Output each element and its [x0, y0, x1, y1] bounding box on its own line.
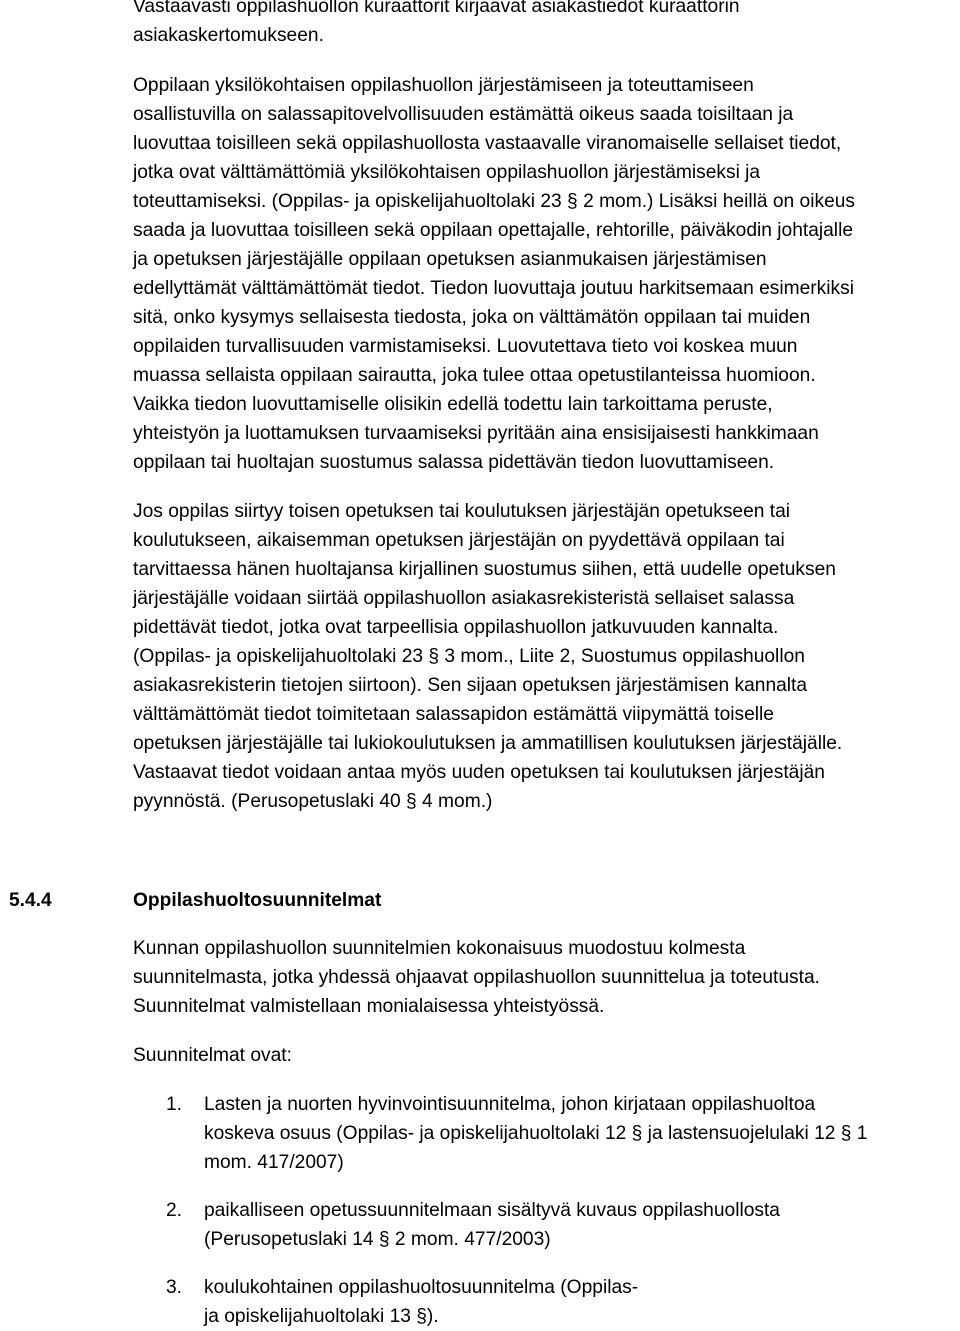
- section-title: Oppilashuoltosuunnitelmat: [133, 890, 382, 911]
- paragraph-student-transfer: Jos oppilas siirtyy toisen opetuksen tai koulutuksen järjestäjän opetukseen tai koulutukseen, aikaisemman opetuksen järjestäjän on pyydettävä oppilaan tai tarvittaessa hänen huoltajansa kirjallinen suostumus siihen, että uudelle opetuksen järjestäjälle voidaan siirtää oppilashuollon asiakasrekisteristä sellaiset salassa pidettävät tiedot, jotka ovat tarpeellisia oppilashuollon jatkuvuuden kannalta. (Oppilas- ja opiskelijahuoltolaki 23 § 3 mom., Liite 2, Suostumus oppilashuollon asiakasrekisterin tietojen siirtoon). Sen sijaan opetuksen järjestämisen kannalta välttämättömät tiedot toimitetaan salassapidon estämättä viipymättä toiselle opetuksen järjestäjälle tai lukiokoulutuksen ja ammatillisen koulutuksen järjestäjälle. Vastaavat tiedot voidaan antaa myös uuden opetuksen tai koulutuksen järjestäjän pyynnöstä. (Perusopetuslaki 40 § 4 mom.): [133, 501, 843, 812]
- list-item-number: 2.: [166, 1200, 183, 1221]
- list-item-text: Lasten ja nuorten hyvinvointisuunnitelma, johon kirjataan oppilashuoltoa koskeva osuus (Oppilas- ja opiskelijahuoltolaki 12 § ja lastensuojelulaki 12 § 1 mom. 417/2007): [204, 1094, 868, 1173]
- paragraph-counselor-records: Vastaavasti oppilashuollon kuraattorit kirjaavat asiakastiedot kuraattorin asiakaskertomukseen.: [133, 0, 740, 46]
- list-intro-text: Suunnitelmat ovat:: [133, 1045, 292, 1066]
- paragraph-plans-intro: Kunnan oppilashuollon suunnitelmien kokonaisuus muodostuu kolmesta suunnitelmasta, jotka yhdessä ohjaavat oppilashuollon suunnittelua ja toteutusta. Suunnitelmat valmistellaan monialaisessa yhteistyössä.: [133, 938, 820, 1017]
- list-item-number: 3.: [166, 1277, 183, 1298]
- list-item-number: 1.: [166, 1094, 183, 1115]
- section-number: 5.4.4: [9, 890, 52, 911]
- section-heading: [9, 886, 382, 915]
- list-item-text: paikalliseen opetussuunnitelmaan sisältyvä kuvaus oppilashuollosta (Perusopetuslaki 14 § 2 mom. 477/2003): [204, 1200, 780, 1250]
- paragraph-information-sharing: Oppilaan yksilökohtaisen oppilashuollon järjestämiseen ja toteuttamiseen osallistuvilla on salassapitovelvollisuuden estämättä oikeus saada toisiltaan ja luovuttaa toisilleen sekä oppilashuollosta vastaavalle viranomaiselle sellaiset tiedot, jotka ovat välttämättömiä yksilökohtaisen oppilashuollon järjestämiseksi ja toteuttamiseksi. (Oppilas- ja opiskelijahuoltolaki 23 § 2 mom.) Lisäksi heillä on oikeus saada ja luovuttaa toisilleen sekä oppilaan opettajalle, rehtorille, päiväkodin johtajalle ja opetuksen järjestäjälle oppilaan opetuksen asianmukaisen järjestämisen edellyttämät välttämättömät tiedot. Tiedon luovuttaja joutuu harkitsemaan esimerkiksi sitä, onko kysymys sellaisesta tiedosta, joka on välttämätön oppilaan tai muiden oppilaiden turvallisuuden varmistamiseksi. Luovutettava tieto voi koskea muun muassa sellaista oppilaan sairautta, joka tulee ottaa opetustilanteissa huomioon. Vaikka tiedon luovuttamiselle olisikin edellä todettu lain tarkoittama peruste, yhteistyön ja luottamuksen turvaamiseksi pyritään aina ensisijaisesti hankkimaan oppilaan tai huoltajan suostumus salassa pidettävän tiedon luovuttamiseen.: [133, 75, 856, 473]
- list-item-text: koulukohtainen oppilashuoltosuunnitelma (Oppilas- ja opiskelijahuoltolaki 13 §).: [204, 1277, 639, 1327]
